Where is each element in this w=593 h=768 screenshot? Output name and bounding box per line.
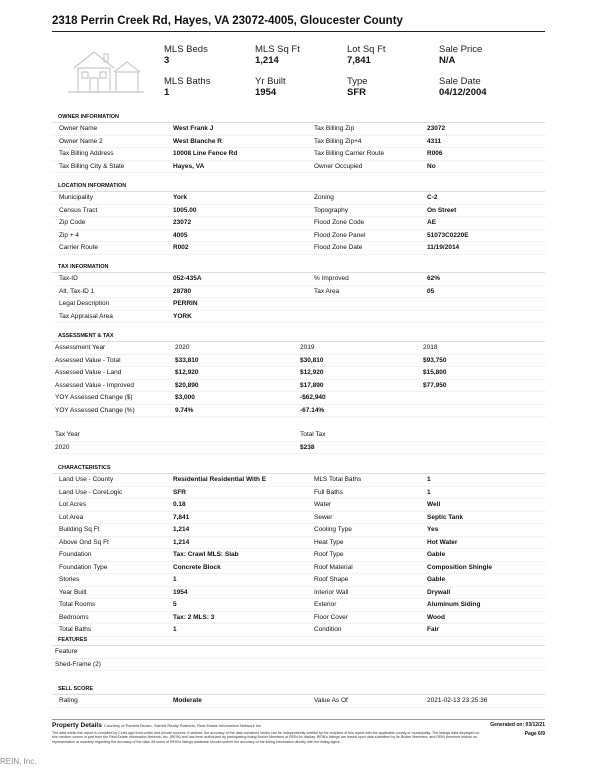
report-title: 2318 Perrin Creek Rd, Hayes, VA 23072-4005, Gloucester County xyxy=(52,15,403,27)
characteristics-row-value-2: 1 xyxy=(427,476,431,483)
total-tax-value: $238 xyxy=(300,443,315,451)
section-heading: SELL SCORE xyxy=(52,684,545,695)
section-heading: ASSESSMENT & TAX xyxy=(52,331,545,342)
features-section xyxy=(52,635,545,671)
assessment-tax-section xyxy=(52,331,545,454)
characteristics-section xyxy=(52,463,545,637)
tax-year-label: Tax Year xyxy=(55,431,80,438)
tax-row-label-2: Tax Area xyxy=(314,287,340,295)
owner-row-value-2: 23072 xyxy=(427,125,446,132)
assessment-row-value: $12,920 xyxy=(175,369,199,376)
tax-year-value-row xyxy=(52,442,545,455)
location-row-label: Zip Code xyxy=(59,219,86,226)
total-tax-label: Total Tax xyxy=(300,431,326,438)
location-row xyxy=(52,192,545,205)
mls-sqft-value: 1,214 xyxy=(255,55,279,66)
owner-row-value-2: No xyxy=(427,162,436,170)
characteristics-row-value-2: Wood xyxy=(427,613,445,621)
assessment-row-label-2: $17,890 xyxy=(300,381,324,389)
characteristics-row-value-2: Hot Water xyxy=(427,538,458,546)
owner-row-value-2: R006 xyxy=(427,150,443,157)
sell-score-row xyxy=(52,695,545,708)
tax-information-section xyxy=(52,262,545,323)
assessment-row xyxy=(52,392,545,405)
feature-value: Shed-Frame (2) xyxy=(55,660,101,668)
characteristics-row-label: Lot Area xyxy=(59,513,84,521)
mls-beds-label: MLS Beds xyxy=(164,44,208,55)
characteristics-row-value-2: Aluminum Siding xyxy=(427,601,481,608)
tax-row-value: YORK xyxy=(173,312,192,320)
location-row-label-2: Flood Zone Panel xyxy=(314,231,366,239)
feature-header-row xyxy=(52,646,545,659)
characteristics-row-value-2: Gable xyxy=(427,551,446,558)
characteristics-row-label-2: Roof Shape xyxy=(314,576,349,583)
owner-row xyxy=(52,161,545,174)
characteristics-row-value: 0.18 xyxy=(173,501,186,508)
assessment-row-value: $3,000 xyxy=(175,394,195,401)
characteristics-row xyxy=(52,574,545,587)
characteristics-row-value: Tax: 2 MLS: 3 xyxy=(173,613,215,621)
tax-row-value: 28780 xyxy=(173,287,192,295)
location-row-label-2: Flood Zone Date xyxy=(314,244,363,251)
characteristics-row-label: Total Baths xyxy=(59,626,92,633)
characteristics-row-value: 1954 xyxy=(173,588,188,596)
mls-sqft-label: MLS Sq Ft xyxy=(255,44,300,55)
mls-sqft xyxy=(255,44,300,66)
owner-row-label-2: Tax Billing Zip+4 xyxy=(314,137,362,145)
location-row-label: Municipality xyxy=(59,194,93,201)
assessment-row xyxy=(52,355,545,368)
mls-beds xyxy=(164,44,208,66)
location-information-section xyxy=(52,181,545,255)
location-row-value: 23072 xyxy=(173,219,192,226)
location-row-label: Carrier Route xyxy=(59,244,99,251)
characteristics-row-label-2: Roof Material xyxy=(314,563,353,571)
assessment-row-label: Assessment Year xyxy=(55,344,106,351)
property-type xyxy=(347,76,368,98)
sell-score-section xyxy=(52,684,545,708)
rating-value: Moderate xyxy=(173,697,202,704)
title-divider xyxy=(52,31,545,32)
characteristics-row-label-2: Cooling Type xyxy=(314,526,352,533)
assessment-row-label: Assessed Value - Land xyxy=(55,369,122,376)
footer-title: Property Details xyxy=(52,722,102,729)
characteristics-row-value: SFR xyxy=(173,488,186,496)
location-row-value-2: 11/19/2014 xyxy=(427,244,460,251)
characteristics-row xyxy=(52,599,545,612)
house-placeholder-icon xyxy=(60,42,150,98)
value-as-of-value: 2021-02-13 23:25:36 xyxy=(427,697,488,704)
rein-watermark: REIN, Inc. xyxy=(0,757,37,766)
owner-row-value: Hayes, VA xyxy=(173,162,205,170)
characteristics-row-label-2: Heat Type xyxy=(314,538,344,546)
tax-row-label-2: % Improved xyxy=(314,275,349,282)
value-as-of-label: Value As Of xyxy=(314,697,348,704)
property-type-value: SFR xyxy=(347,87,366,98)
location-row-label-2: Zoning xyxy=(314,194,334,201)
owner-row-value-2: 4311 xyxy=(427,137,442,145)
characteristics-row-value: 1,214 xyxy=(173,526,190,533)
assessment-row-value-2: $77,950 xyxy=(423,381,447,389)
assessment-row-value: $20,890 xyxy=(175,381,199,389)
section-heading: FEATURES xyxy=(52,635,545,646)
location-row-label: Zip + 4 xyxy=(59,231,80,239)
owner-row-label: Tax Billing City & State xyxy=(59,162,125,170)
owner-row xyxy=(52,148,545,161)
characteristics-row-label-2: Water xyxy=(314,501,332,508)
yr-built-value: 1954 xyxy=(255,87,277,98)
owner-row-label-2: Owner Occupied xyxy=(314,162,363,170)
characteristics-row-label-2: Exterior xyxy=(314,601,337,608)
owner-row-label: Owner Name xyxy=(59,125,98,132)
location-row-value-2: 51073C0220E xyxy=(427,231,469,239)
footer-disclaimer: The data within this report is compiled by CoreLogic from public and private sources. If desired, the accuracy of the data contained herein can be independently verified by the recipient of this report with the applicable county or municipality. The listings data displayed on this medium comes in part from the Real Estate Information Network, Inc. (REIN) and has been authorized by participating listing Broker Members of REIN for display. REIN's listings are based upon data submitted by its Broker Members, and REIN therefore makes no representation or warranty regarding the accuracy of the data. All users of REIN's listings database should confirm the accuracy of the listing information directly with the listing agent. xyxy=(52,731,480,744)
owner-row-label-2: Tax Billing Zip xyxy=(314,125,355,132)
tax-row-label: Tax Appraisal Area xyxy=(59,312,113,320)
characteristics-row-label: Total Rooms xyxy=(59,601,96,608)
owner-row-label: Owner Name 2 xyxy=(59,137,103,145)
lot-sqft-label: Lot Sq Ft xyxy=(347,44,386,55)
characteristics-row-value-2: Well xyxy=(427,501,441,508)
characteristics-row-label: Stories xyxy=(59,576,80,583)
property-summary xyxy=(52,38,545,102)
generated-date: Generated on: 03/12/21 xyxy=(490,722,545,728)
assessment-row-value-2: $93,750 xyxy=(423,356,447,364)
tax-row-label: Alt. Tax-ID 1 xyxy=(59,287,95,295)
characteristics-row xyxy=(52,499,545,512)
characteristics-row-value: Concrete Block xyxy=(173,563,221,571)
characteristics-row-label-2: Full Baths xyxy=(314,488,343,496)
assessment-row-label-2: 2019 xyxy=(300,344,315,351)
sale-price-label: Sale Price xyxy=(439,44,483,55)
characteristics-row-value-2: Composition Shingle xyxy=(427,563,492,571)
location-row-value: R002 xyxy=(173,244,189,251)
assessment-row-value: $33,810 xyxy=(175,356,199,364)
tax-row-value-2: 62% xyxy=(427,275,441,282)
location-row-label-2: Flood Zone Code xyxy=(314,219,365,226)
characteristics-row-label-2: Condition xyxy=(314,626,342,633)
assessment-row-label-2: $30,810 xyxy=(300,356,324,364)
characteristics-row-label: Land Use - CoreLogic xyxy=(59,488,123,496)
assessment-row-value: 9.74% xyxy=(175,406,194,414)
characteristics-row xyxy=(52,537,545,550)
assessment-row-label: Assessed Value - Improved xyxy=(55,381,134,389)
tax-row xyxy=(52,286,545,299)
owner-row-value: 10008 Line Fence Rd xyxy=(173,150,238,157)
location-row-value: York xyxy=(173,194,187,201)
characteristics-row-label: Above Gnd Sq Ft xyxy=(59,538,109,546)
sale-price-value: N/A xyxy=(439,55,456,66)
characteristics-row-label-2: MLS Total Baths xyxy=(314,476,362,483)
characteristics-row-value: 5 xyxy=(173,601,177,608)
characteristics-row xyxy=(52,612,545,625)
characteristics-row-label-2: Roof Type xyxy=(314,551,344,558)
tax-row xyxy=(52,273,545,286)
property-type-label: Type xyxy=(347,76,368,87)
assessment-row xyxy=(52,405,545,418)
characteristics-rows xyxy=(52,474,545,637)
section-heading: CHARACTERISTICS xyxy=(52,463,545,474)
owner-row xyxy=(52,136,545,149)
section-heading: OWNER INFORMATION xyxy=(52,112,545,123)
mls-baths xyxy=(164,76,210,98)
characteristics-row-value: 1 xyxy=(173,626,177,633)
location-row-value-2: C-2 xyxy=(427,194,438,201)
tax-row-label: Tax-ID xyxy=(59,275,78,282)
characteristics-row-value: 7,841 xyxy=(173,513,190,521)
lot-sqft xyxy=(347,44,386,66)
footer-courtesy: Courtesy of Pamela Brown, Garrett Realty Partners, Real Estate Information Network Inc xyxy=(104,723,262,728)
tax-row-label: Legal Description xyxy=(59,300,110,307)
owner-rows xyxy=(52,123,545,173)
location-row-value-2: On Street xyxy=(427,206,457,214)
location-row-label: Census Tract xyxy=(59,206,98,214)
tax-row xyxy=(52,298,545,311)
owner-row-label: Tax Billing Address xyxy=(59,150,114,157)
characteristics-row-value-2: Septic Tank xyxy=(427,513,464,521)
tax-row-value: 052-435A xyxy=(173,275,202,282)
page-number: Page 6/9 xyxy=(524,731,545,737)
owner-row-label-2: Tax Billing Carrier Route xyxy=(314,150,385,157)
characteristics-row-label: Building Sq Ft xyxy=(59,526,100,533)
rating-label: Rating xyxy=(59,697,78,704)
tax-row-value-2: 05 xyxy=(427,287,435,295)
owner-row-value: West Blanche R xyxy=(173,137,223,145)
mls-beds-value: 3 xyxy=(164,55,170,66)
tax-year-value: 2020 xyxy=(55,443,70,451)
footer-divider xyxy=(52,719,545,720)
owner-information-section xyxy=(52,112,545,173)
feature-label: Feature xyxy=(55,648,78,655)
lot-sqft-value: 7,841 xyxy=(347,55,371,66)
assessment-row-label-2: -$62,940 xyxy=(300,394,326,401)
characteristics-row-label-2: Sewer xyxy=(314,513,333,521)
location-row xyxy=(52,205,545,218)
characteristics-row-label: Foundation Type xyxy=(59,563,108,571)
assessment-row-label: Assessed Value - Total xyxy=(55,356,121,364)
assessment-row-value-2: $15,800 xyxy=(423,369,447,376)
mls-baths-value: 1 xyxy=(164,87,170,98)
characteristics-row xyxy=(52,512,545,525)
owner-row-value: West Frank J xyxy=(173,125,214,132)
location-row-value-2: AE xyxy=(427,219,437,226)
characteristics-row-value: Residential Residential With E xyxy=(173,476,267,483)
location-row xyxy=(52,242,545,255)
characteristics-row-label: Foundation xyxy=(59,551,92,558)
characteristics-row-label-2: Interior Wall xyxy=(314,588,349,596)
sale-date-label: Sale Date xyxy=(439,76,481,87)
section-heading: LOCATION INFORMATION xyxy=(52,181,545,192)
characteristics-row-label: Land Use - County xyxy=(59,476,114,483)
tax-rows xyxy=(52,273,545,323)
characteristics-row-value: Tax: Crawl MLS: Slab xyxy=(173,551,239,558)
characteristics-row-value: 1,214 xyxy=(173,538,190,546)
characteristics-row xyxy=(52,487,545,500)
feature-row xyxy=(52,659,545,672)
assessment-row-label: YOY Assessed Change (%) xyxy=(55,406,135,414)
characteristics-row xyxy=(52,524,545,537)
location-row-label-2: Topography xyxy=(314,206,348,214)
sale-price xyxy=(439,44,482,66)
sale-date xyxy=(439,76,487,98)
assessment-row-label-2: $12,920 xyxy=(300,369,324,376)
tax-row-value: PERRIN xyxy=(173,300,198,307)
characteristics-row-label: Bedrooms xyxy=(59,613,89,621)
yr-built-label: Yr Built xyxy=(255,76,286,87)
assessment-row xyxy=(52,367,545,380)
tax-row xyxy=(52,311,545,324)
characteristics-row-value-2: Yes xyxy=(427,526,439,533)
assessment-rows xyxy=(52,342,545,417)
yr-built xyxy=(255,76,286,98)
mls-baths-label: MLS Baths xyxy=(164,76,211,87)
characteristics-row-value-2: Gable xyxy=(427,576,446,583)
characteristics-row-value: 1 xyxy=(173,576,177,583)
assessment-row-label-2: -67.14% xyxy=(300,406,325,414)
assessment-row-label: YOY Assessed Change ($) xyxy=(55,394,133,401)
characteristics-row-label: Year Built xyxy=(59,588,87,596)
tax-year-header-row xyxy=(52,429,545,442)
characteristics-row-value-2: Drywall xyxy=(427,588,451,596)
report-footer xyxy=(52,719,545,744)
assessment-row xyxy=(52,380,545,393)
sale-date-value: 04/12/2004 xyxy=(439,87,487,98)
characteristics-row-label-2: Floor Cover xyxy=(314,613,348,621)
assessment-row-value: 2020 xyxy=(175,344,190,351)
location-rows xyxy=(52,192,545,255)
characteristics-row-value-2: 1 xyxy=(427,488,431,496)
assessment-row xyxy=(52,342,545,355)
characteristics-row xyxy=(52,549,545,562)
location-row-value: 1005.00 xyxy=(173,206,197,214)
characteristics-row xyxy=(52,474,545,487)
characteristics-row xyxy=(52,562,545,575)
location-row xyxy=(52,230,545,243)
location-row xyxy=(52,217,545,230)
location-row-value: 4005 xyxy=(173,231,188,239)
owner-row xyxy=(52,123,545,136)
characteristics-row-label: Lot Acres xyxy=(59,501,87,508)
section-heading: TAX INFORMATION xyxy=(52,262,545,273)
assessment-row-value-2: 2018 xyxy=(423,344,438,351)
characteristics-row-value-2: Fair xyxy=(427,626,439,633)
characteristics-row xyxy=(52,587,545,600)
